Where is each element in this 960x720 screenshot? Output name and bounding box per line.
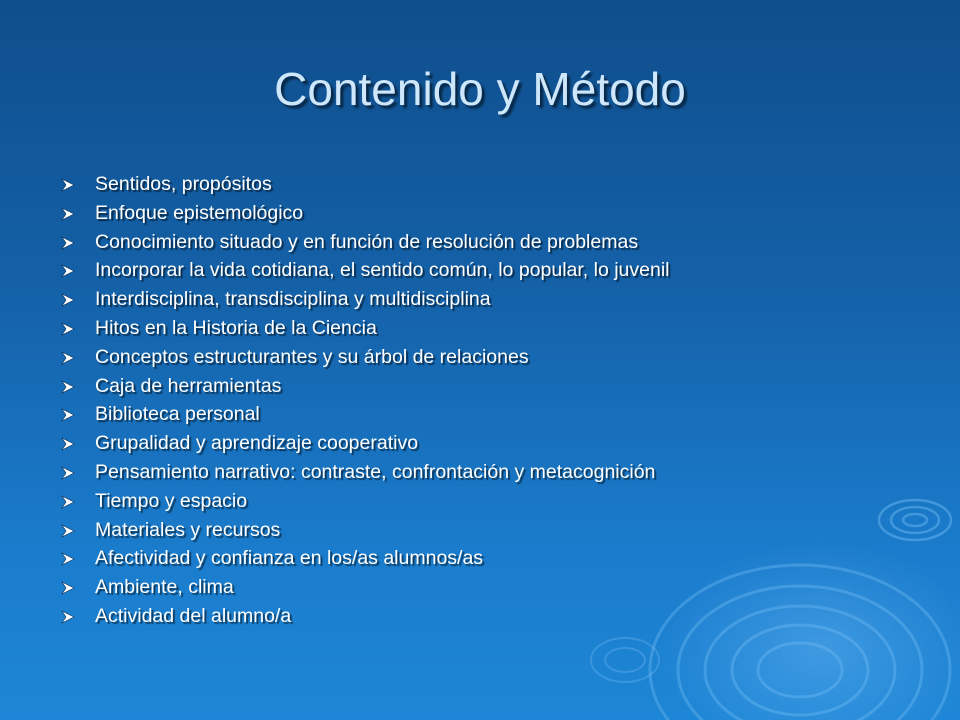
arrowhead-bullet-icon [61,236,75,250]
list-item [88,228,670,257]
arrowhead-bullet-icon [61,524,75,538]
arrowhead-bullet-icon [61,437,75,451]
list-item-text: Grupalidad y aprendizaje cooperativo [95,432,419,455]
list-item-text: Ambiente, clima [95,576,234,599]
arrowhead-bullet-icon [61,552,75,566]
list-item [88,516,670,545]
arrowhead-bullet-icon [61,322,75,336]
list-item [88,573,670,602]
arrowhead-bullet-icon [61,581,75,595]
arrowhead-bullet-icon [61,293,75,307]
list-item-text: Conceptos estructurantes y su árbol de relaciones [95,345,529,368]
list-item [88,602,670,631]
list-item-text: Materiales y recursos [95,518,281,541]
list-item-text: Conocimiento situado y en función de resolución de problemas [95,230,639,253]
list-item [88,170,670,199]
list-item-text: Afectividad y confianza en los/as alumnos/as [95,547,484,570]
list-item-text: Incorporar la vida cotidiana, el sentido común, lo popular, lo juvenil [95,259,670,282]
list-item-text: Interdisciplina, transdisciplina y multidisciplina [95,288,491,311]
list-item [88,487,670,516]
list-item [88,544,670,573]
list-item-text: Sentidos, propósitos [95,173,272,195]
list-item-text: Pensamiento narrativo: contraste, confrontación y metacognición [95,460,656,483]
list-item-text: Caja de herramientas [95,374,282,397]
list-item [88,285,670,314]
bullet-list [88,170,670,631]
list-item [88,314,670,343]
list-item [88,372,670,401]
list-item-text: Enfoque epistemológico [95,201,304,224]
list-item [88,458,670,487]
list-item [88,343,670,372]
list-item [88,256,670,285]
arrowhead-bullet-icon [61,380,75,394]
arrowhead-bullet-icon [61,466,75,480]
arrowhead-bullet-icon [61,264,75,278]
arrowhead-bullet-icon [61,178,75,192]
list-item-text: Biblioteca personal [95,403,260,426]
list-item [88,429,670,458]
arrowhead-bullet-icon [61,408,75,422]
slide-title: Contenido y Método [274,63,686,115]
arrowhead-bullet-icon [61,495,75,509]
list-item [88,199,670,228]
arrowhead-bullet-icon [61,610,75,624]
arrowhead-bullet-icon [61,351,75,365]
list-item-text: Tiempo y espacio [95,489,248,512]
arrowhead-bullet-icon [61,207,75,221]
list-item [88,400,670,429]
list-item-text: Hitos en la Historia de la Ciencia [95,316,377,339]
list-item-text: Actividad del alumno/a [95,604,292,627]
